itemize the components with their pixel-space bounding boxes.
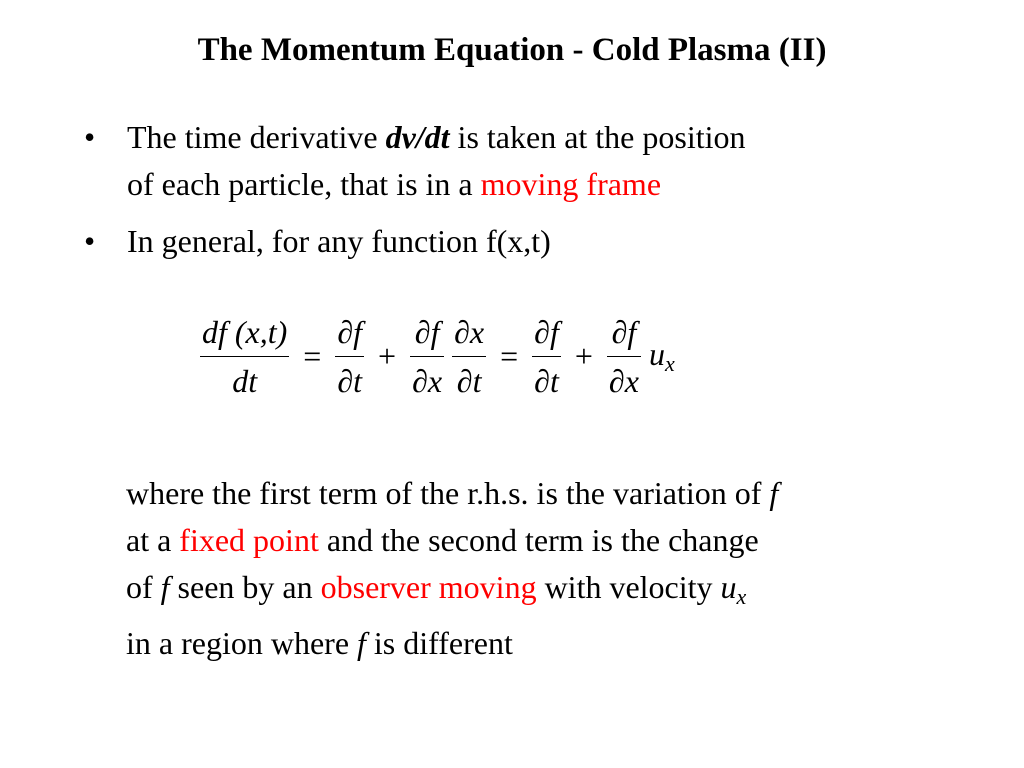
symbol-u: u [720, 569, 737, 605]
highlight-moving-frame: moving frame [480, 166, 662, 202]
fraction-numerator: ∂x [454, 313, 485, 350]
fraction-bar [200, 356, 289, 357]
derivative-term: dv/dt [385, 119, 450, 155]
equals-sign: = [303, 337, 322, 374]
bullet-text: of each particle, that is in a [127, 166, 481, 202]
explanation-text: and the second term is the change [318, 522, 759, 558]
partial-fraction [410, 312, 444, 401]
fraction-numerator: ∂f [534, 313, 559, 350]
explanation-paragraph [126, 470, 986, 667]
bullet-marker: • [84, 119, 96, 155]
fraction-numerator: df (x,t) [202, 313, 288, 350]
symbol-u-subscript: x [736, 584, 747, 609]
bullet-list [84, 114, 984, 275]
explanation-line [126, 564, 986, 620]
partial-fraction [335, 312, 364, 401]
bullet-item-general-function [84, 218, 984, 265]
bullet-line [127, 114, 984, 161]
highlight-observer-moving: observer moving [320, 569, 537, 605]
fraction-bar [452, 356, 486, 357]
explanation-line [126, 517, 986, 564]
bullet-text: is taken at the position [449, 119, 746, 155]
explanation-text: at a [126, 522, 180, 558]
explanation-line [126, 620, 986, 667]
explanation-text: is different [365, 625, 513, 661]
velocity-symbol: u [648, 335, 665, 372]
plus-sign: + [574, 337, 593, 374]
fraction-denominator: ∂x [608, 362, 639, 399]
bullet-marker: • [84, 223, 96, 259]
velocity-subscript: x [664, 350, 675, 376]
fraction-denominator: dt [232, 362, 258, 399]
bullet-text: In general, for any function f(x,t) [127, 223, 551, 259]
bullet-item-time-derivative [84, 114, 984, 208]
derivative-equation [196, 306, 675, 406]
fraction-bar [410, 356, 444, 357]
fraction-denominator: ∂t [337, 362, 363, 399]
bullet-line [127, 161, 984, 208]
fraction-bar [607, 356, 641, 357]
equals-sign: = [500, 337, 519, 374]
slide-title: The Momentum Equation - Cold Plasma (II) [197, 32, 827, 68]
fraction-numerator: ∂f [337, 313, 363, 350]
fraction-numerator: ∂f [611, 313, 637, 350]
explanation-text: of [126, 569, 161, 605]
plus-sign: + [378, 337, 397, 374]
explanation-text: with velocity [536, 569, 721, 605]
explanation-line [126, 470, 986, 517]
fraction-denominator: ∂x [412, 362, 443, 399]
fraction-numerator: ∂f [414, 313, 440, 350]
velocity-term [649, 336, 675, 377]
fraction-denominator: ∂t [456, 362, 482, 399]
symbol-f: f [769, 475, 779, 511]
explanation-text: seen by an [169, 569, 321, 605]
explanation-text: in a region where [126, 625, 358, 661]
lhs-fraction [200, 312, 289, 401]
fraction-bar [532, 356, 561, 357]
partial-fraction [452, 312, 486, 401]
bullet-text: The time derivative [127, 119, 386, 155]
fraction-denominator: ∂t [534, 362, 559, 399]
symbol-f: f [160, 569, 170, 605]
partial-fraction [532, 312, 561, 401]
fraction-bar [335, 356, 364, 357]
symbol-f: f [357, 625, 366, 661]
explanation-text: where the first term of the r.h.s. is the variation of [126, 475, 770, 511]
partial-fraction [607, 312, 641, 401]
highlight-fixed-point: fixed point [179, 522, 319, 558]
